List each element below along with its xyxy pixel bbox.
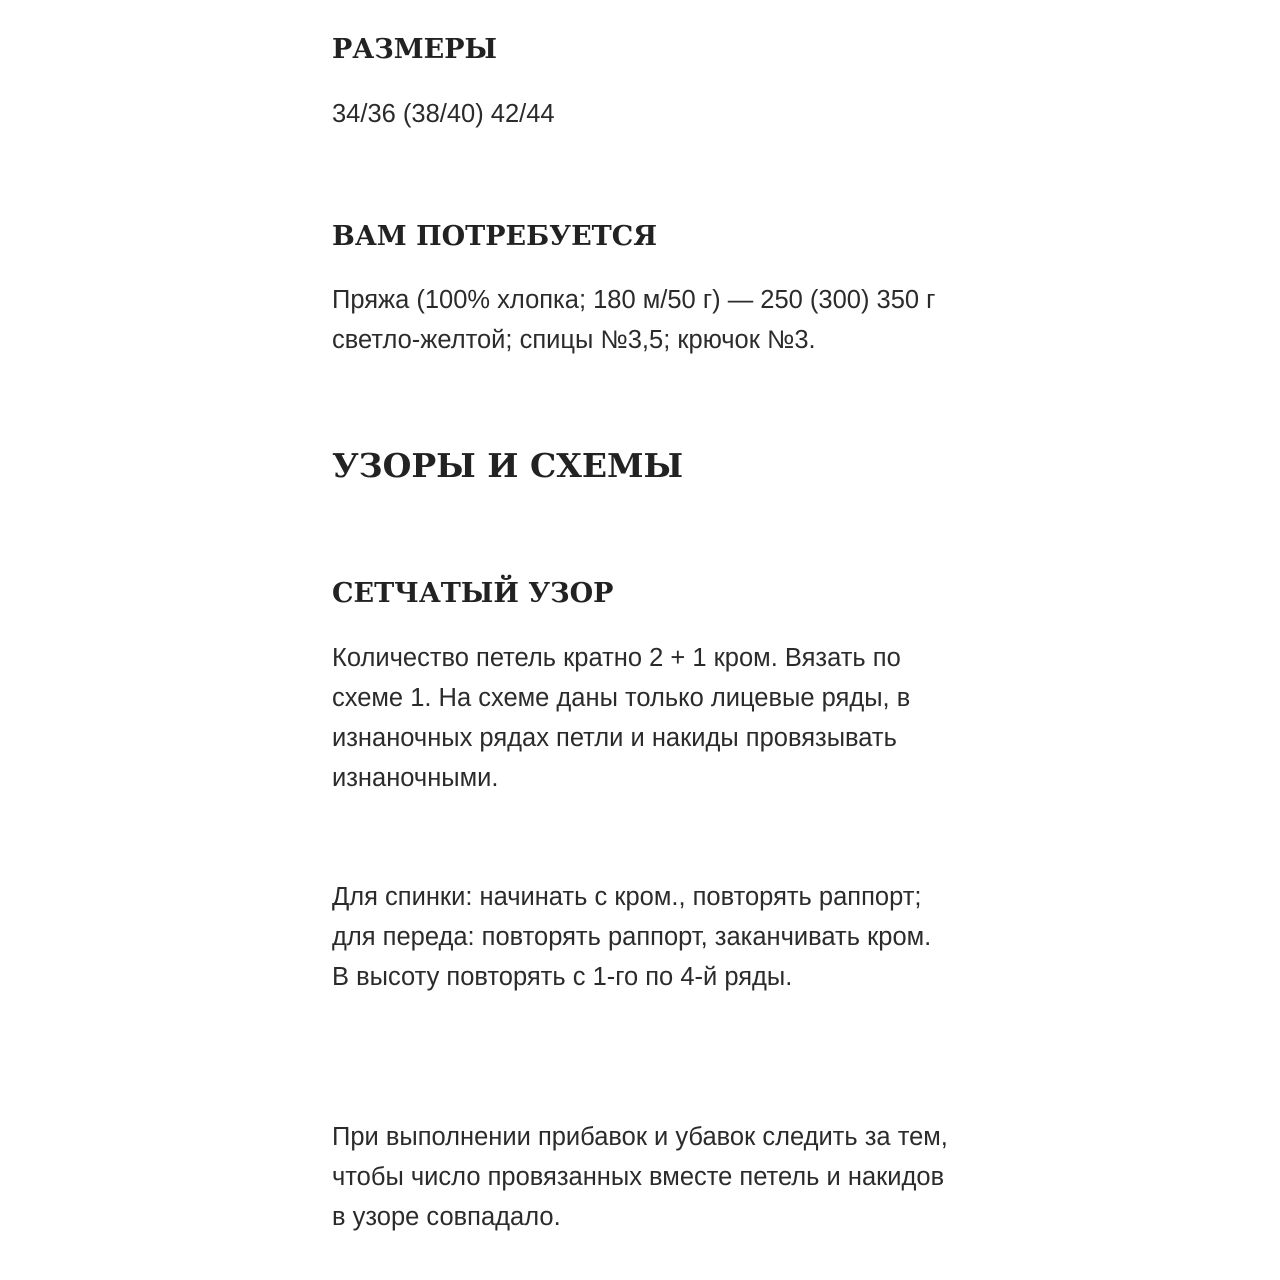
mesh-pattern-paragraph-3: При выполнении прибавок и убавок следить за тем, чтобы число провязанных вместе петель и накидов в узоре совпадало. <box>332 1123 948 1231</box>
sizes-heading: РАЗМЕРЫ <box>332 34 497 65</box>
mesh-pattern-heading: СЕТЧАТЫЙ УЗОР <box>332 578 614 609</box>
mesh-pattern-paragraph-1: Количество петель кратно 2 + 1 кром. Вязать по схеме 1. На схеме даны только лицевые ряды, в изнаночных рядах петли и накиды провязывать изнаночными. <box>332 644 911 792</box>
patterns-heading: УЗОРЫ И СХЕМЫ <box>332 446 684 485</box>
mesh-pattern-paragraph-2: Для спинки: начинать с кром., повторять раппорт; для переда: повторять раппорт, заканчивать кром. В высоту повторять с 1-го по 4-й ряды. <box>332 883 932 991</box>
sizes-text: 34/36 (38/40) 42/44 <box>332 100 555 128</box>
materials-text: Пряжа (100% хлопка; 180 м/50 г) — 250 (300) 350 г светло-желтой; спицы №3,5; крючок №3. <box>332 286 936 354</box>
materials-heading: ВАМ ПОТРЕБУЕТСЯ <box>332 221 658 252</box>
